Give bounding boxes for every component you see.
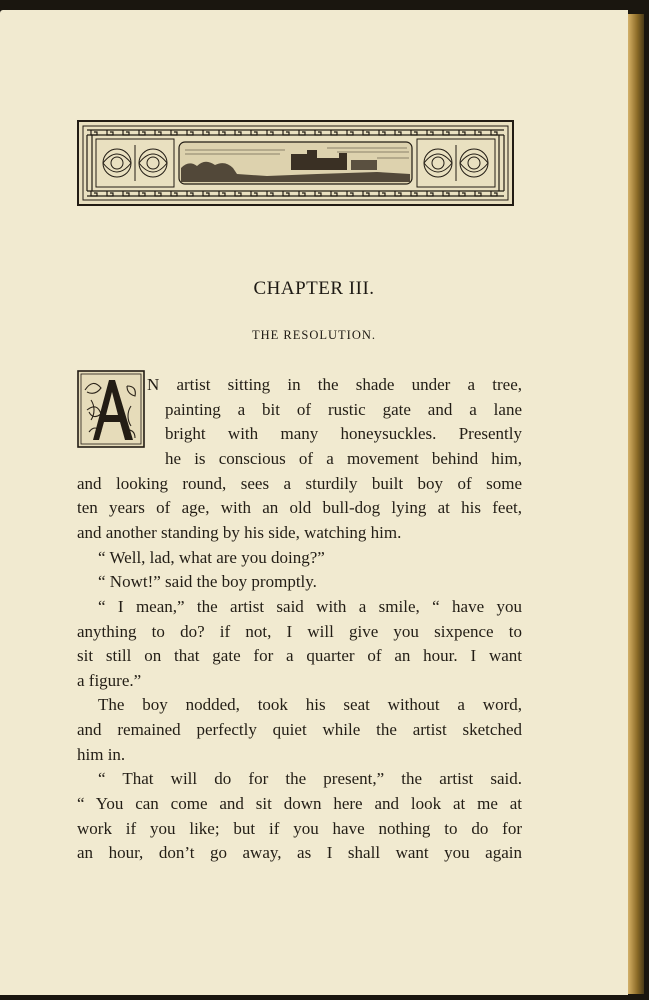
text-line: bright with many honeysuckles. Presently <box>165 424 522 444</box>
drop-cap-ornament <box>77 370 145 448</box>
text-line: painting a bit of rustic gate and a lane <box>165 399 522 419</box>
text-line: ten years of age, with an old bull-dog lying at his feet, <box>77 498 522 518</box>
text-line: him in. <box>77 744 126 764</box>
text-line: a figure.” <box>77 670 142 690</box>
text-line: “ That will do for the present,” the artist said. <box>98 769 522 789</box>
text-line: anything to do? if not, I will give you sixpence to <box>77 621 522 641</box>
text-line: “ I mean,” the artist said with a smile, “ have you <box>98 596 522 616</box>
headpiece-illustration <box>77 120 514 206</box>
text-line: sit still on that gate for a quarter of an hour. I want <box>77 646 522 666</box>
text-line: “ Nowt!” said the boy promptly. <box>98 572 317 592</box>
text-line: The boy nodded, took his seat without a word, <box>98 695 522 715</box>
text-line: “ Well, lad, what are you doing?” <box>98 547 325 567</box>
text-line: an hour, don’t go away, as I shall want you again <box>77 843 522 863</box>
text-line: he is conscious of a movement behind him, <box>165 448 522 468</box>
text-line: N artist sitting in the shade under a tree, <box>147 375 522 394</box>
text-line: and another standing by his side, watching him. <box>77 522 402 542</box>
text-line: and looking round, sees a sturdily built boy of some <box>77 473 522 493</box>
chapter-title: CHAPTER III. <box>253 278 375 299</box>
text-line: work if you like; but if you have nothing to do for <box>77 818 522 838</box>
book-page <box>0 10 628 995</box>
chapter-subtitle: THE RESOLUTION. <box>251 328 376 342</box>
text-line: “ You can come and sit down here and look at me at <box>77 794 522 814</box>
text-line: and remained perfectly quiet while the artist sketched <box>77 720 522 740</box>
